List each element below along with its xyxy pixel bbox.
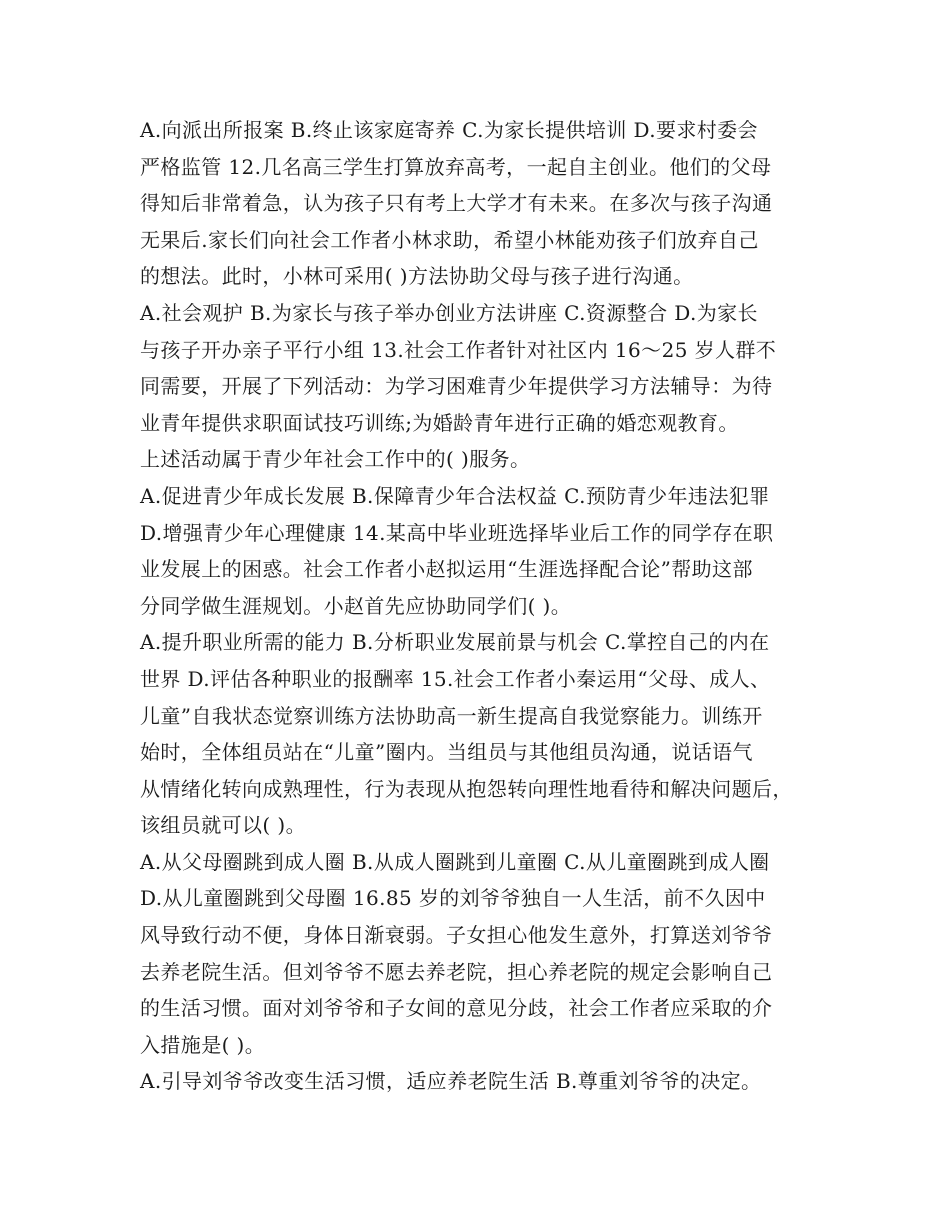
text-line: 业青年提供求职面试技巧训练;为婚龄青年进行正确的婚恋观教育。 <box>140 410 739 435</box>
text-line: A.促进青少年成长发展 B.保障青少年合法权益 C.预防青少年违法犯罪 <box>140 483 770 508</box>
text-line: 的想法。此时，小林可采用( )方法协助父母与孩子进行沟通。 <box>140 264 694 289</box>
text-line: D.从儿童圈跳到父母圈 16.85 岁的刘爷爷独自一人生活，前不久因中 <box>140 886 766 911</box>
text-line: 风导致行动不便，身体日渐衰弱。子女担心他发生意外，打算送刘爷爷 <box>140 923 773 948</box>
text-line: 的生活习惯。面对刘爷爷和子女间的意见分歧，社会工作者应采取的介 <box>140 996 773 1021</box>
text-line: A.引导刘爷爷改变生活习惯，适应养老院生活 B.尊重刘爷爷的决定。 <box>140 1069 762 1094</box>
text-line: 无果后.家长们向社会工作者小林求助，希望小林能劝孩子们放弃自己 <box>140 227 759 252</box>
text-line: 世界 D.评估各种职业的报酬率 15.社会工作者小秦运用“父母、成人、 <box>140 666 771 691</box>
text-line: 儿童”自我状态觉察训练方法协助高一新生提高自我觉察能力。训练开 <box>140 703 763 728</box>
document-body <box>140 112 830 1100</box>
text-line: 得知后非常着急，认为孩子只有考上大学才有未来。在多次与孩子沟通 <box>140 191 773 216</box>
text-line: 业发展上的困惑。社会工作者小赵拟运用“生涯选择配合论”帮助这部 <box>140 557 753 582</box>
text-line: 从情绪化转向成熟理性，行为表现从抱怨转向理性地看待和解决问题后， <box>140 776 793 801</box>
text-line: 始时，全体组员站在“儿童”圈内。当组员与其他组员沟通，说话语气 <box>140 740 753 765</box>
text-line: A.社会观护 B.为家长与孩子举办创业方法讲座 C.资源整合 D.为家长 <box>140 300 758 325</box>
text-line: 上述活动属于青少年社会工作中的( )服务。 <box>140 447 531 472</box>
text-line: D.增强青少年心理健康 14.某高中毕业班选择毕业后工作的同学存在职 <box>140 520 774 545</box>
text-line: 严格监管 12.几名高三学生打算放弃高考，一起自主创业。他们的父母 <box>140 154 772 179</box>
text-line: 同需要，开展了下列活动：为学习困难青少年提供学习方法辅导：为待 <box>140 374 773 399</box>
text-line: 与孩子开办亲子平行小组 13.社会工作者针对社区内 16～25 岁人群不 <box>140 337 777 362</box>
text-line: 去养老院生活。但刘爷爷不愿去养老院，担心养老院的规定会影响自己 <box>140 959 773 984</box>
text-line: 分同学做生涯规划。小赵首先应协助同学们( )。 <box>140 593 572 618</box>
text-line: A.提升职业所需的能力 B.分析职业发展前景与机会 C.掌控自己的内在 <box>140 630 770 655</box>
text-line: 该组员就可以( )。 <box>140 813 306 838</box>
text-line: A.向派出所报案 B.终止该家庭寄养 C.为家长提供培训 D.要求村委会 <box>140 118 758 142</box>
text-line: 入措施是( )。 <box>140 1032 266 1057</box>
text-line: A.从父母圈跳到成人圈 B.从成人圈跳到儿童圈 C.从儿童圈跳到成人圈 <box>140 849 770 874</box>
